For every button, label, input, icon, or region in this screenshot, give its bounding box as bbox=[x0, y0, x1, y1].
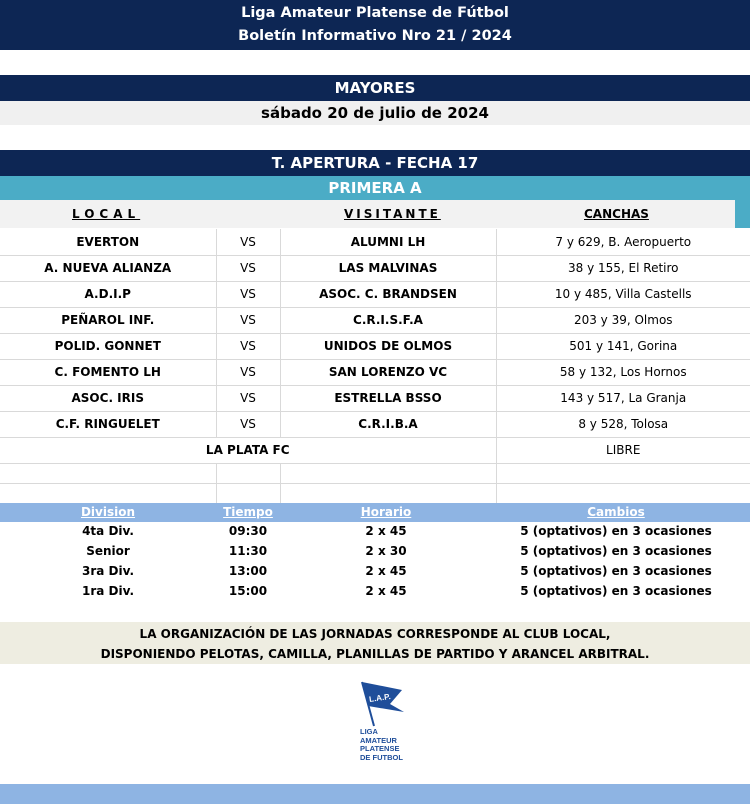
schedule-time: 11:30 bbox=[228, 544, 268, 558]
logo-wordmark bbox=[360, 728, 403, 762]
table-row bbox=[0, 359, 750, 385]
table-row bbox=[0, 281, 750, 307]
flag-icon bbox=[356, 680, 416, 728]
bulletin-header bbox=[0, 0, 750, 50]
local-team: C. FOMENTO LH bbox=[0, 359, 216, 385]
visiting-team: C.R.I.B.A bbox=[280, 411, 496, 437]
schedule-substitutions: 5 (optativos) en 3 ocasiones bbox=[520, 524, 712, 538]
schedule-substitutions: 5 (optativos) en 3 ocasiones bbox=[520, 564, 712, 578]
division-title: PRIMERA A bbox=[0, 176, 750, 200]
bye-row bbox=[0, 437, 750, 463]
schedule-division: 3ra Div. bbox=[81, 564, 135, 578]
schedule-division: Senior bbox=[86, 544, 130, 558]
table-row bbox=[0, 333, 750, 359]
schedule-col-division: Division bbox=[80, 505, 136, 519]
empty-cell bbox=[280, 463, 496, 483]
header-accent bbox=[735, 200, 750, 228]
flag-text: L.A.P. bbox=[368, 692, 392, 704]
notice-line-1: LA ORGANIZACIÓN DE LAS JORNADAS CORRESPONDE AL CLUB LOCAL, bbox=[139, 627, 611, 641]
field-location: 10 y 485, Villa Castells bbox=[496, 281, 750, 307]
local-team: PEÑAROL INF. bbox=[0, 307, 216, 333]
vs-label: VS bbox=[216, 255, 280, 281]
vs-label: VS bbox=[216, 229, 280, 255]
column-local: LOCAL bbox=[72, 207, 141, 221]
field-location: 38 y 155, El Retiro bbox=[496, 255, 750, 281]
schedule-row bbox=[0, 582, 750, 602]
schedule-halves: 2 x 45 bbox=[365, 524, 407, 538]
schedule-row bbox=[0, 562, 750, 582]
match-date: sábado 20 de julio de 2024 bbox=[0, 101, 750, 125]
table-row bbox=[0, 411, 750, 437]
table-row bbox=[0, 385, 750, 411]
local-team: A. NUEVA ALIANZA bbox=[0, 255, 216, 281]
empty-cell bbox=[216, 463, 280, 483]
logo-line: DE FUTBOL bbox=[360, 752, 403, 762]
vs-label: VS bbox=[216, 281, 280, 307]
empty-cell bbox=[0, 463, 216, 483]
table-row bbox=[0, 307, 750, 333]
schedule-division: 4ta Div. bbox=[82, 524, 134, 538]
field-location: 7 y 629, B. Aeropuerto bbox=[496, 229, 750, 255]
schedule-halves: 2 x 45 bbox=[365, 584, 407, 598]
vs-label: VS bbox=[216, 385, 280, 411]
field-location: 203 y 39, Olmos bbox=[496, 307, 750, 333]
field-location: 501 y 141, Gorina bbox=[496, 333, 750, 359]
visiting-team: C.R.I.S.F.A bbox=[280, 307, 496, 333]
schedule-col-tiempo: Tiempo bbox=[223, 505, 273, 519]
schedule-substitutions: 5 (optativos) en 3 ocasiones bbox=[520, 544, 712, 558]
visiting-team: ASOC. C. BRANDSEN bbox=[280, 281, 496, 307]
local-team: C.F. RINGUELET bbox=[0, 411, 216, 437]
table-row bbox=[0, 229, 750, 255]
logo-line: AMATEUR bbox=[360, 735, 397, 745]
visiting-team: LAS MALVINAS bbox=[280, 255, 496, 281]
fixture-header bbox=[0, 200, 750, 228]
visiting-team: SAN LORENZO VC bbox=[280, 359, 496, 385]
schedule-col-cambios: Cambios bbox=[587, 505, 645, 519]
bulletin-number: Boletín Informativo Nro 21 / 2024 bbox=[238, 28, 512, 44]
table-row bbox=[0, 255, 750, 281]
schedule-col-horario: Horario bbox=[360, 505, 412, 519]
column-canchas: CANCHAS bbox=[584, 207, 649, 221]
field-location: 58 y 132, Los Hornos bbox=[496, 359, 750, 385]
footer-bar bbox=[0, 784, 750, 804]
fixture-table bbox=[0, 229, 750, 509]
bye-label: LIBRE bbox=[496, 437, 750, 463]
schedule-division: 1ra Div. bbox=[81, 584, 135, 598]
column-visitante: VISITANTE bbox=[344, 207, 441, 221]
vs-label: VS bbox=[216, 411, 280, 437]
schedule-row bbox=[0, 522, 750, 542]
logo-line: PLATENSE bbox=[360, 744, 400, 753]
vs-label: VS bbox=[216, 359, 280, 385]
category-title: MAYORES bbox=[0, 75, 750, 101]
organization-notice bbox=[0, 622, 750, 664]
local-team: POLID. GONNET bbox=[0, 333, 216, 359]
visiting-team: UNIDOS DE OLMOS bbox=[280, 333, 496, 359]
bye-team: LA PLATA FC bbox=[0, 437, 496, 463]
schedule-time: 15:00 bbox=[228, 584, 268, 598]
league-name: Liga Amateur Platense de Fútbol bbox=[241, 5, 509, 21]
league-logo bbox=[356, 680, 416, 772]
field-location: 143 y 517, La Granja bbox=[496, 385, 750, 411]
local-team: A.D.I.P bbox=[0, 281, 216, 307]
local-team: ASOC. IRIS bbox=[0, 385, 216, 411]
local-team: EVERTON bbox=[0, 229, 216, 255]
schedule-header bbox=[0, 503, 750, 522]
schedule-halves: 2 x 45 bbox=[365, 564, 407, 578]
schedule-time: 13:00 bbox=[228, 564, 268, 578]
schedule-halves: 2 x 30 bbox=[365, 544, 407, 558]
vs-label: VS bbox=[216, 307, 280, 333]
schedule-substitutions: 5 (optativos) en 3 ocasiones bbox=[520, 584, 712, 598]
tournament-title: T. APERTURA - FECHA 17 bbox=[0, 150, 750, 176]
field-location: 8 y 528, Tolosa bbox=[496, 411, 750, 437]
logo-line: LIGA bbox=[360, 727, 378, 736]
schedule-row bbox=[0, 542, 750, 562]
visiting-team: ALUMNI LH bbox=[280, 229, 496, 255]
notice-line-2: DISPONIENDO PELOTAS, CAMILLA, PLANILLAS DE PARTIDO Y ARANCEL ARBITRAL. bbox=[100, 647, 650, 661]
visiting-team: ESTRELLA BSSO bbox=[280, 385, 496, 411]
vs-label: VS bbox=[216, 333, 280, 359]
empty-row bbox=[0, 463, 750, 483]
schedule-time: 09:30 bbox=[228, 524, 268, 538]
empty-cell bbox=[496, 463, 750, 483]
